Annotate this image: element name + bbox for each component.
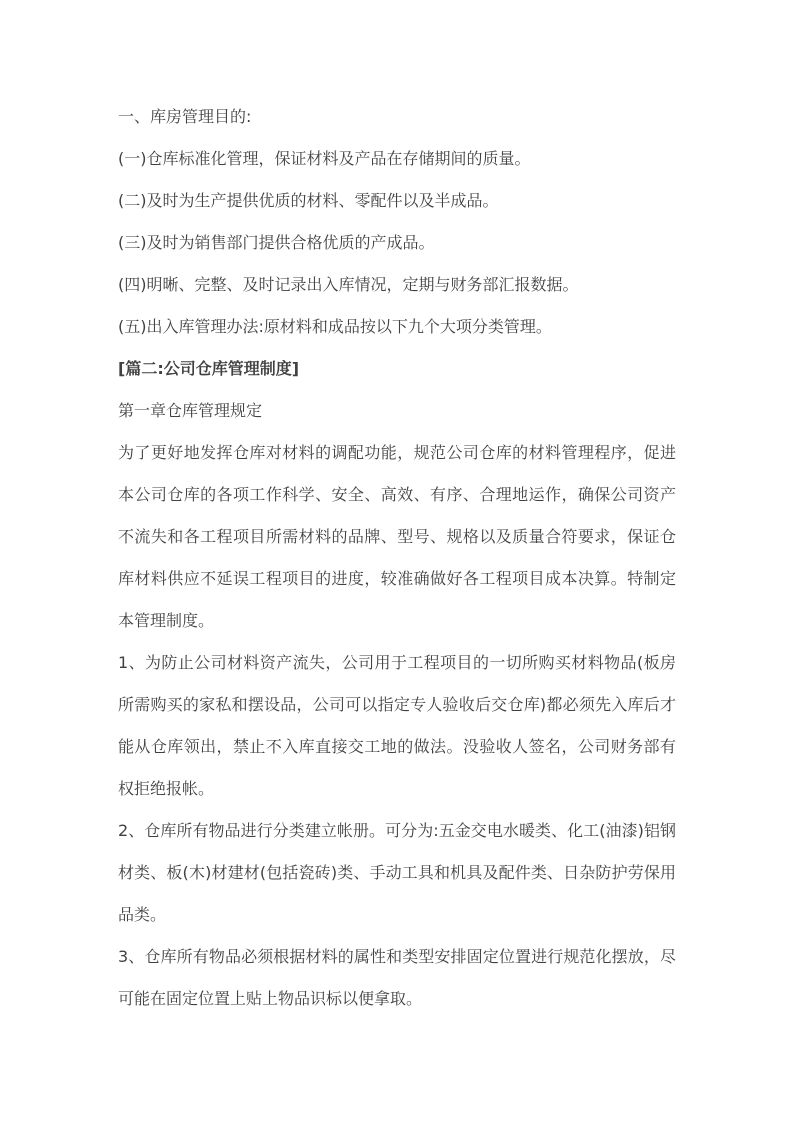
section1-title: 一、库房管理目的:: [118, 107, 252, 126]
section2-intro-paragraph: 为了更好地发挥仓库对材料的调配功能，规范公司仓库的材料管理程序，促进本公司仓库的各项工作科学、安全、高效、有序、合理地运作，确保公司资产不流失和各工程项目所需材料的品牌、型号、规格以及质量合符要求，保证仓库材料供应不延误工程项目的进度，较准确做好各工程项目成本决算。特制定本管理制度。: [118, 443, 676, 630]
section2-chapter-title: 第一章仓库管理规定: [118, 401, 263, 420]
section1-item-5: (五)出入库管理办法:原材料和成品按以下九个大项分类管理。: [118, 317, 552, 336]
section1-item-3: (三)及时为销售部门提供合格优质的产成品。: [118, 233, 435, 252]
section2-heading: [篇二:公司仓库管理制度]: [118, 359, 300, 378]
section1-item-4: (四)明晰、完整、及时记录出入库情况，定期与财务部汇报数据。: [118, 275, 579, 294]
section1-item-2: (二)及时为生产提供优质的材料、零配件以及半成品。: [118, 191, 499, 210]
section2-rule-1: 1、为防止公司材料资产流失，公司用于工程项目的一切所购买材料物品(板房所需购买的家私和摆设品，公司可以指定专人验收后交仓库)都必须先入库后才能从仓库领出，禁止不入库直接交工地的做法。没验收人签名，公司财务部有权拒绝报帐。: [118, 653, 676, 798]
section2-rule-3: 3、仓库所有物品必须根据材料的属性和类型安排固定位置进行规范化摆放，尽可能在固定位置上贴上物品识标以便拿取。: [118, 947, 676, 1008]
section1-item-1: (一)仓库标准化管理，保证材料及产品在存储期间的质量。: [118, 149, 531, 168]
section2-rule-2: 2、仓库所有物品进行分类建立帐册。可分为:五金交电水暖类、化工(油漆)铝钢材类、板(木)材建材(包括瓷砖)类、手动工具和机具及配件类、日杂防护劳保用品类。: [118, 821, 676, 924]
